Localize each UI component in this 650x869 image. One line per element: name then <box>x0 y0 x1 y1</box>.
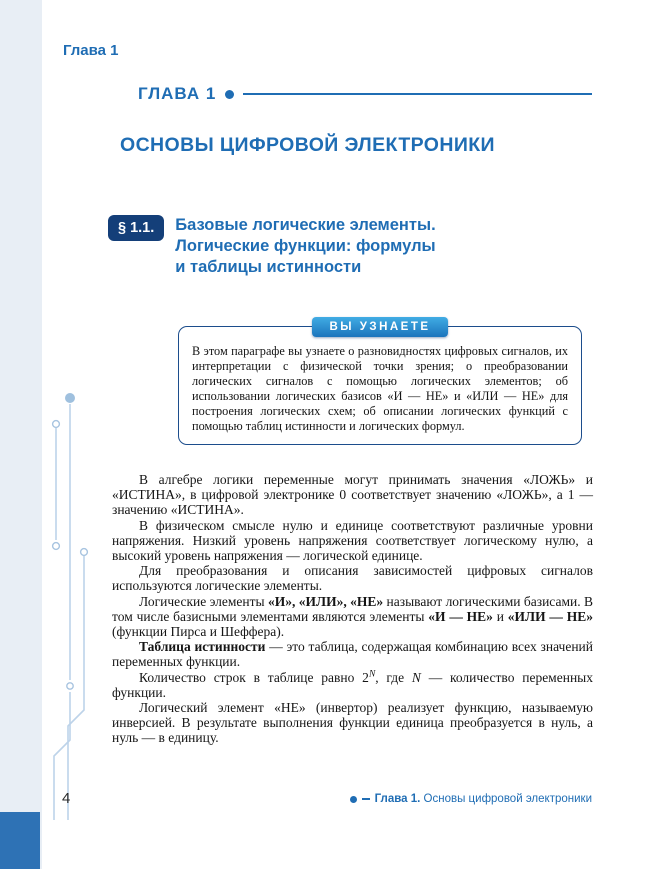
paragraph: В алгебре логики переменные могут принимать значения «ЛОЖЬ» и «ИСТИНА», в цифровой электронике 0 соответствует значению «ЛОЖЬ», а 1 — значению «ИСТИНА». <box>112 472 593 518</box>
learn-box-text: В этом параграфе вы узнаете о разновидностях цифровых сигналов, их интерпретации с физической точки зрения; о преобразовании логических сигналов с помощью логических элементов; об использовании логических базисов «И — НЕ» и «ИЛИ — НЕ» для построения логических схем; об описании логических функций с помощью таблиц истинности и логических формул. <box>192 344 568 433</box>
paragraph: Для преобразования и описания зависимостей цифровых сигналов используются логические элементы. <box>112 563 593 594</box>
section-heading <box>108 215 436 278</box>
learn-box <box>178 326 582 445</box>
left-margin-strip <box>0 0 42 869</box>
footer-chapter-label: Глава 1. <box>374 793 421 805</box>
running-header: Глава 1 <box>63 42 119 59</box>
paragraph: Логические элементы «И», «ИЛИ», «НЕ» называют логическими базисами. В том числе базисными элементами являются элементы «И — НЕ» и «ИЛИ — НЕ» (функции Пирса и Шеффера). <box>112 593 593 640</box>
footer-rule-line <box>362 798 370 800</box>
circuit-decoration-icon <box>40 380 110 820</box>
footer-dot-icon <box>350 796 357 803</box>
paragraph: Количество строк в таблице равно $2^N$, где N — количество переменных функции. <box>112 669 593 700</box>
paragraph: Логический элемент «НЕ» (инвертор) реализует функцию, называемую инверсией. В результате выполнения функции единица преобразуется в нуль, а нуль — в единицу. <box>112 700 593 746</box>
corner-square <box>0 812 40 869</box>
body-paragraphs <box>112 472 593 746</box>
footer-chapter-title: Основы цифровой электроники <box>423 793 592 805</box>
learn-box-tab: ВЫ УЗНАЕТЕ <box>312 317 447 337</box>
footer-text <box>375 793 592 805</box>
paragraph: В физическом смысле нулю и единице соответствуют различные уровни напряжения. Низкий уровень напряжения соответствует логическому нулю, а высокий уровень напряжения — логической единице. <box>112 517 593 564</box>
section-title-line: Базовые логические элементы. <box>175 216 436 234</box>
chapter-rule-dot-icon <box>225 90 234 99</box>
chapter-title: ОСНОВЫ ЦИФРОВОЙ ЭЛЕКТРОНИКИ <box>120 134 495 156</box>
chapter-rule-line <box>243 93 592 95</box>
footer-chapter-ref <box>350 793 592 805</box>
page-number: 4 <box>62 790 71 807</box>
chapter-heading-row <box>138 84 592 104</box>
section-title-line: Логические функции: формулы <box>175 237 436 255</box>
chapter-label: ГЛАВА 1 <box>138 84 217 103</box>
section-number-badge: § 1.1. <box>108 215 164 241</box>
paragraph: Таблица истинности — это таблица, содержащая комбинацию всех значений переменных функции. <box>112 639 593 670</box>
section-title-line: и таблицы истинности <box>175 258 362 276</box>
section-title <box>175 215 435 278</box>
learn-box-container <box>178 317 582 445</box>
